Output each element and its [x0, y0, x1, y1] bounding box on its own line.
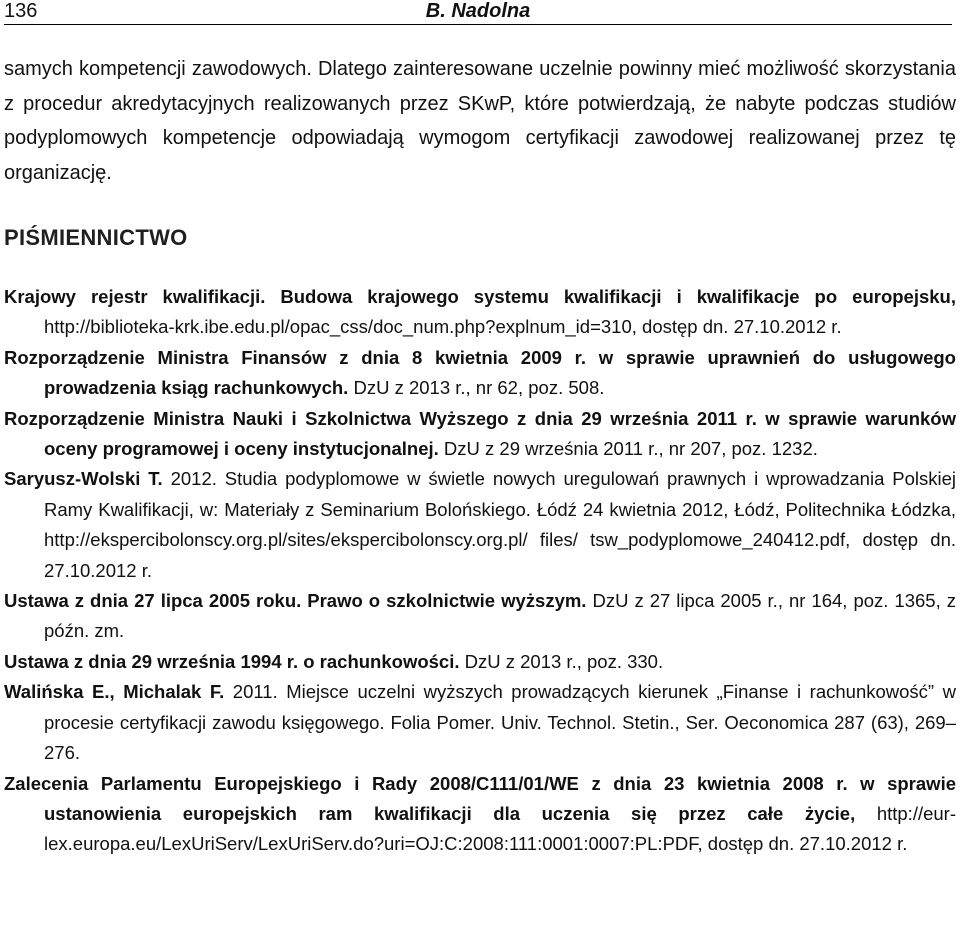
reference-bold: Saryusz-Wolski T. [4, 468, 163, 490]
reference-bold: Krajowy rejestr kwalifikacji. Budowa krajowego systemu kwalifikacji i kwalifikacje po europejsku, [4, 286, 956, 307]
reference-item [4, 404, 956, 465]
page-number: 136 [4, 0, 38, 22]
reference-item [4, 647, 956, 677]
reference-bold: Zalecenia Parlamentu Europejskiego i Rady 2008/C111/01/WE z dnia 23 kwietnia 2008 r. w sprawie ustanowienia europejskich ram kwalifikacji dla uczenia się przez całe życie, [4, 772, 956, 824]
reference-bold: Ustawa z dnia 27 lipca 2005 roku. Prawo o szkolnictwie wyższym. [4, 590, 587, 612]
reference-rest: DzU z 2013 r., nr 62, poz. 508. [348, 377, 605, 399]
section-title: PIŚMIENNICTWO [4, 225, 188, 250]
reference-rest: http://biblioteka-krk.ibe.edu.pl/opac_css/doc_num.php?explnum_id=310, dostęp dn. 27.10.2012 r. [44, 316, 842, 338]
reference-rest: DzU z 27 lipca 2005 r., nr 164, poz. 1365, z późn. zm. [44, 590, 956, 642]
running-head: B. Nadolna [425, 0, 531, 22]
body-paragraph: samych kompetencji zawodowych. Dlatego zainteresowane uczelnie powinny mieć możliwość skorzystania z procedur akredytacyjnych realizowanych przez SKwP, które potwierdzają, że nabyte podczas studiów podyplomowych kompetencje odpowiadają wymogom certyfikacji zawodowej realizowanej przez tę organizację. [4, 58, 956, 184]
reference-item [4, 282, 956, 343]
reference-rest: http://eur-lex.europa.eu/LexUriServ/LexUriServ.do?uri=OJ:C:2008:111:0001:0007:PL:PDF, dostęp dn. 27.10.2012 r. [44, 802, 956, 855]
reference-bold: Ustawa z dnia 29 września 1994 r. o rachunkowości. [4, 650, 460, 672]
reference-item [4, 677, 956, 768]
page-header [4, 0, 952, 25]
reference-bold: Walińska E., Michalak F. [4, 681, 225, 703]
reference-list [4, 282, 956, 860]
reference-item [4, 586, 956, 647]
reference-rest: 2011. Miejsce uczelni wyższych prowadzących kierunek „Finanse i rachunkowość” w procesie certyfikacji zawodu księgowego. Folia Pomer. Univ. Technol. Stetin., Ser. Oeconomica 287 (63), 269–276. [44, 681, 956, 764]
reference-item [4, 343, 956, 404]
reference-bold: Rozporządzenie Ministra Nauki i Szkolnictwa Wyższego z dnia 29 września 2011 r. w sprawie warunków oceny programowej i oceny instytucjonalnej. [4, 407, 956, 460]
reference-rest: DzU z 29 września 2011 r., nr 207, poz. 1232. [438, 438, 818, 460]
reference-item [4, 464, 956, 586]
reference-rest: 2012. Studia podyplomowe w świetle nowych uregulowań prawnych i wprowadzania Polskiej Ramy Kwalifikacji, w: Materiały z Seminarium Bolońskiego. Łódź 24 kwietnia 2012, Łódź, Politechnika Łódzka, http://ekspercibolonscy.org.pl/sites/ekspercibolonscy.org.pl/ files/ tsw_podyplomowe_240412.pdf, dostęp dn. 27.10.2012 r. [44, 468, 956, 581]
reference-bold: Rozporządzenie Ministra Finansów z dnia 8 kwietnia 2009 r. w sprawie uprawnień do usługowego prowadzenia ksiąg rachunkowych. [4, 346, 956, 399]
reference-rest: DzU z 2013 r., poz. 330. [459, 650, 664, 672]
reference-item [4, 769, 956, 860]
